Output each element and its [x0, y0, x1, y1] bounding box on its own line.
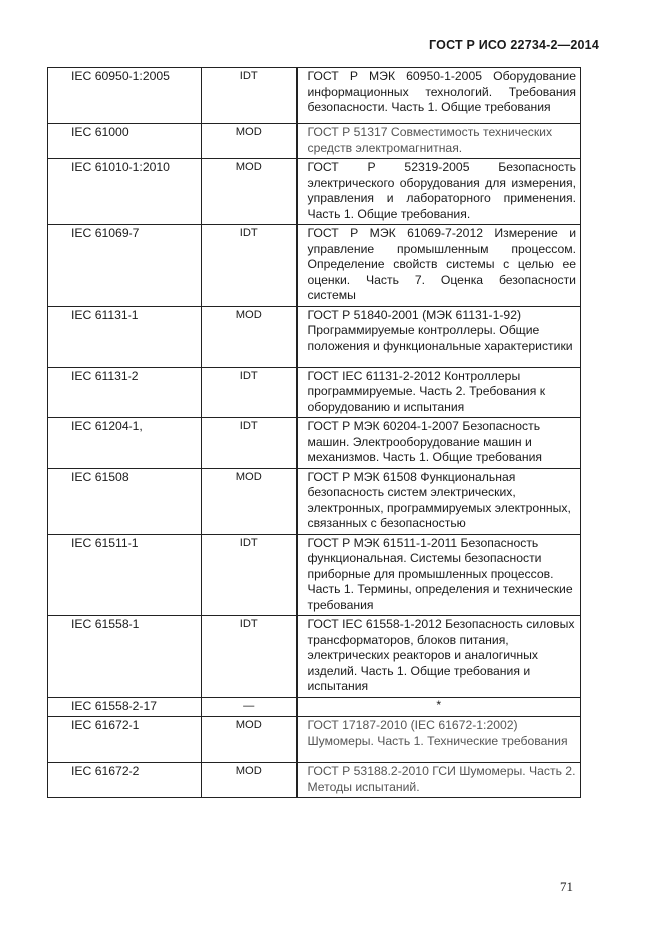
intl-standard-cell: IEC 60950-1:2005 [48, 68, 202, 124]
intl-standard-cell: IEC 61558-2-17 [48, 697, 202, 717]
table-row [48, 717, 581, 763]
national-standard-cell: ГОСТ IEC 61558-1-2012 Безопасность силовых трансформаторов, блоков питания, электрических реакторов и аналогичных изделий. Часть 1. Общие требования и испытания [297, 616, 581, 698]
table-row [48, 367, 581, 418]
page-number: 71 [560, 879, 573, 894]
intl-standard-cell: IEC 61672-2 [48, 763, 202, 798]
intl-standard-cell: IEC 61558-1 [48, 616, 202, 698]
table-row [48, 306, 581, 367]
correspondence-degree-cell: IDT [202, 225, 297, 307]
national-standard-cell: ГОСТ IEC 61131-2-2012 Контроллеры программируемые. Часть 2. Требования к оборудованию и испытания [297, 367, 581, 418]
correspondence-degree-cell: MOD [202, 306, 297, 367]
table-row [48, 68, 581, 124]
table-row [48, 418, 581, 469]
national-standard-cell: ГОСТ 17187-2010 (IEC 61672-1:2002) Шумомеры. Часть 1. Технические требования [297, 717, 581, 763]
correspondence-degree-cell: MOD [202, 468, 297, 534]
table-row [48, 225, 581, 307]
national-standard-cell: ГОСТ Р МЭК 60950-1-2005 Оборудование информационных технологий. Требования безопасности. Часть 1. Общие требования [297, 68, 581, 124]
national-standard-cell: ГОСТ Р МЭК 61069-7-2012 Измерение и управление промышленным процессом. Определение свойств системы с целью ее оценки. Часть 7. Оценка безопасности системы [297, 225, 581, 307]
table-row [48, 616, 581, 698]
national-standard-cell: ГОСТ Р МЭК 61511-1-2011 Безопасность функциональная. Системы безопасности приборные для промышленных процессов. Часть 1. Термины, определения и технические требования [297, 534, 581, 616]
intl-standard-cell: IEC 61508 [48, 468, 202, 534]
correspondence-degree-cell: IDT [202, 616, 297, 698]
table-row [48, 534, 581, 616]
intl-standard-cell: IEC 61204-1, [48, 418, 202, 469]
correspondence-degree-cell: IDT [202, 418, 297, 469]
correspondence-degree-cell: MOD [202, 717, 297, 763]
table-row [48, 468, 581, 534]
national-standard-cell: ГОСТ Р 51840-2001 (МЭК 61131-1-92) Программируемые контроллеры. Общие положения и функциональные характеристики [297, 306, 581, 367]
correspondence-degree-cell: IDT [202, 367, 297, 418]
intl-standard-cell: IEC 61010-1:2010 [48, 159, 202, 225]
national-standard-cell: ГОСТ Р 53188.2-2010 ГСИ Шумомеры. Часть 2. Методы испытаний. [297, 763, 581, 798]
correspondence-degree-cell: — [202, 697, 297, 717]
intl-standard-cell: IEC 61131-1 [48, 306, 202, 367]
table-row [48, 159, 581, 225]
intl-standard-cell: IEC 61511-1 [48, 534, 202, 616]
intl-standard-cell: IEC 61000 [48, 124, 202, 159]
document-code-header: ГОСТ Р ИСО 22734-2—2014 [429, 38, 599, 52]
standards-correspondence-table [47, 67, 581, 798]
correspondence-degree-cell: MOD [202, 159, 297, 225]
table-row [48, 697, 581, 717]
intl-standard-cell: IEC 61069-7 [48, 225, 202, 307]
correspondence-degree-cell: MOD [202, 124, 297, 159]
national-standard-cell: * [297, 697, 581, 717]
correspondence-degree-cell: IDT [202, 534, 297, 616]
national-standard-cell: ГОСТ Р 52319-2005 Безопасность электрического оборудования для измерения, управления и лабораторного применения. Часть 1. Общие требования. [297, 159, 581, 225]
intl-standard-cell: IEC 61672-1 [48, 717, 202, 763]
correspondence-degree-cell: MOD [202, 763, 297, 798]
table-row [48, 763, 581, 798]
intl-standard-cell: IEC 61131-2 [48, 367, 202, 418]
national-standard-cell: ГОСТ Р МЭК 61508 Функциональная безопасность систем электрических, электронных, программируемых электронных, связанных с безопасностью [297, 468, 581, 534]
national-standard-cell: ГОСТ Р МЭК 60204-1-2007 Безопасность машин. Электрооборудование машин и механизмов. Часть 1. Общие требования [297, 418, 581, 469]
table-row [48, 124, 581, 159]
correspondence-degree-cell: IDT [202, 68, 297, 124]
national-standard-cell: ГОСТ Р 51317 Совместимость технических средств электромагнитная. [297, 124, 581, 159]
